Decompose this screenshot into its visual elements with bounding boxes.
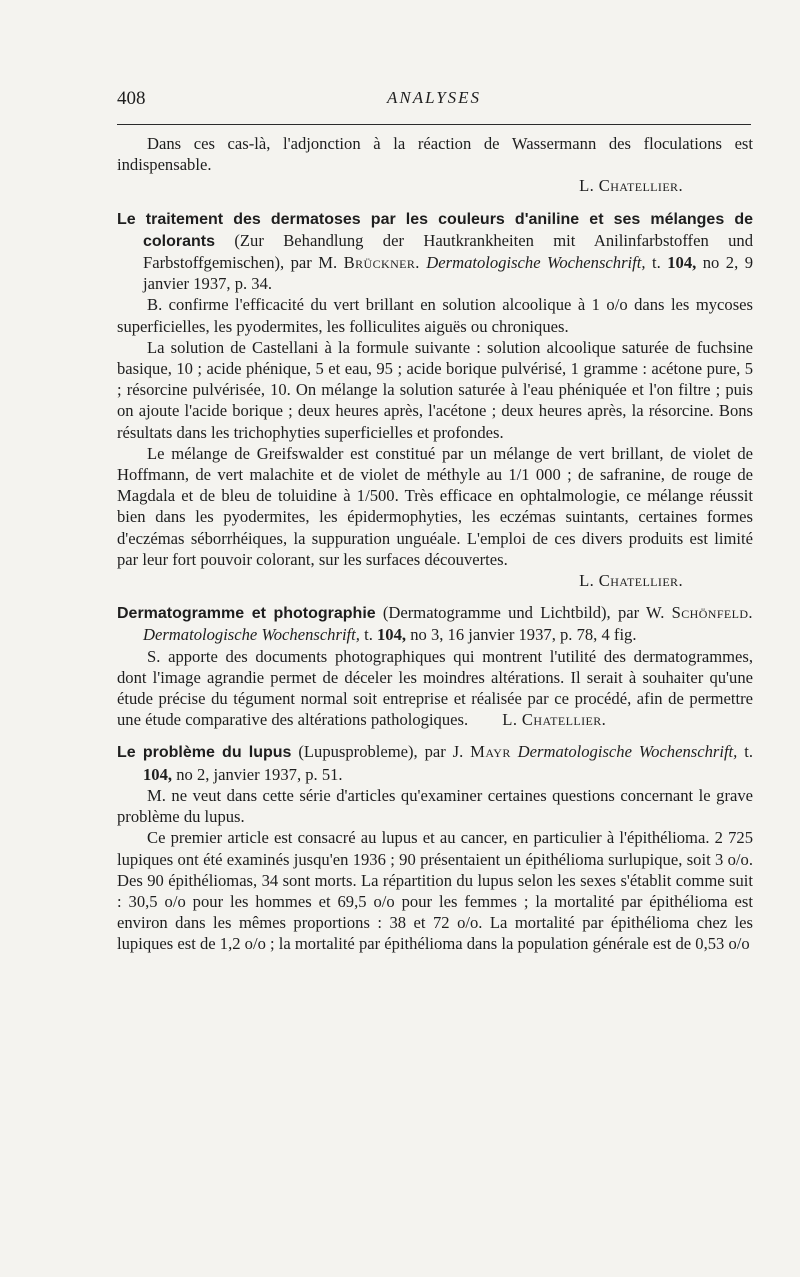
- article3-ref-pre: t.: [744, 742, 753, 762]
- page-body: [117, 133, 753, 955]
- article1-paragraph: B. confirme l'efficacité du vert brillant en solution alcoolique à 1 o/o dans les mycoses superficielles, les pyodermites, les folliculites aiguës ou chroniques.: [117, 295, 753, 336]
- article1-paragraph: La solution de Castellani à la formule suivante : solution alcoolique saturée de fuchsine basique, 10 ; acide phénique, 5 et eau, 95 ; acide borique pulvérisé, 1 gramme : acétone pure, 5 ; résorcine pulvérisée, 10. On mélange la solution saturée à l'eau phéniquée et l'on filtre ; puis on ajoute l'acide borique ; deux heures après, l'acétone ; deux heures après, la résorcine. Bons résultats dans les trichophyties superficielles et profondes.: [117, 337, 753, 442]
- article2-orig-title: (Dermatogramme und Lichtbild), par W.: [382, 603, 665, 623]
- article3-paragraph: M. ne veut dans cette série d'articles qu'examiner certaines questions concernant le grave problème du lupus.: [117, 785, 753, 827]
- running-title: ANALYSES: [386, 88, 482, 107]
- article1-orig-title: (Zur Behandlung der Hautkrankheiten mit Anilinfarbstoffen und Farbstoffgemischen), par M.: [143, 230, 754, 273]
- article2-ref: no 3, 16 janvier 1937, p. 78, 4 fig.: [410, 625, 637, 645]
- article3-heading: [117, 741, 753, 784]
- article1-signature: L. Chatellier.: [579, 571, 683, 591]
- article3-title: Le problème du lupus: [117, 744, 292, 762]
- article1-heading: [117, 208, 753, 295]
- article2-title: Dermatogramme et photographie: [117, 605, 376, 623]
- header-rule: [117, 124, 751, 125]
- intro-text: Dans ces cas-là, l'adjonction à la réaction de Wassermann des floculations est indispensable.: [117, 134, 753, 175]
- article1-ref-pre: t.: [651, 253, 661, 273]
- article2-signature: L. Chatellier.: [502, 710, 607, 730]
- page-number: 408: [117, 88, 146, 109]
- article1-title: Le traitement des dermatoses par les couleurs d'aniline et ses mélanges de colorants: [117, 210, 753, 250]
- article1-volume: 104,: [667, 253, 697, 273]
- intro-signature: L. Chatellier.: [579, 176, 683, 196]
- article2-paragraph: S. apporte des documents photographiques qui montrent l'utilité des dermatogrammes, dont l'image agrandie permet de déceler les moindres altérations. Il serait à souhaiter qu'une étude précise du tégument normal soit entreprise et réalisée par ce procédé, afin de permettre une étude comparative des altérations pathologiques. L. Chatellier.: [117, 646, 753, 730]
- article2-heading: [117, 602, 753, 645]
- article2-journal: Dermatologische Wochenschrift,: [143, 625, 360, 645]
- article2-author: Schönfeld.: [671, 603, 753, 623]
- article3-journal: Dermatologische Wochenschrift,: [517, 742, 738, 762]
- article1-journal: Dermatologische Wochenschrift,: [426, 253, 646, 273]
- article3-author: Mayr: [470, 742, 511, 762]
- article2-volume: 104,: [377, 625, 407, 645]
- page-header: [117, 88, 751, 114]
- intro-paragraph: [117, 133, 753, 175]
- article1-paragraph: Le mélange de Greifswalder est constitué par un mélange de vert brillant, de violet de Hoffmann, de vert malachite et de violet de méthyle au 1/1 000 ; de safranine, de rouge de Magdala et de bleu de toluidine à 1/500. Très efficace en ophtalmologie, ce mélange réussit bien dans les pyodermites, les épidermophyties, les eczémas suintants, certaines formes d'eczémas séborrhéiques, la suppuration unguéale. L'emploi de ces divers produits est limité par leur fort pouvoir colorant, sur les surfaces découvertes.: [117, 443, 753, 569]
- article3-paragraph: Ce premier article est consacré au lupus et au cancer, en particulier à l'épithélioma. 2 725 lupiques ont été examinés jusqu'en 1936 ; 90 présentaient un épithélioma surlupique, soit 3 o/o. Des 90 épithéliomas, 34 sont morts. La répartition du lupus selon les sexes s'établit comme suit : 30,5 o/o pour les hommes et 69,5 o/o pour les femmes ; la mortalité par épithélioma est environ dans les mêmes proportions : 38 et 72 o/o. La mortalité par épithélioma chez les lupiques est de 1,2 o/o ; la mortalité par épithélioma dans la population générale est de 0,53 o/o: [117, 828, 753, 954]
- article2-ref-pre: t.: [364, 625, 373, 645]
- article3-ref: no 2, janvier 1937, p. 51.: [176, 764, 343, 784]
- article1-author: Brückner.: [343, 253, 420, 273]
- article3-volume: 104,: [143, 764, 173, 784]
- article3-orig-title: (Lupusprobleme), par J.: [298, 742, 464, 762]
- article1-ref: no 2, 9 janvier 1937, p. 34.: [143, 253, 753, 294]
